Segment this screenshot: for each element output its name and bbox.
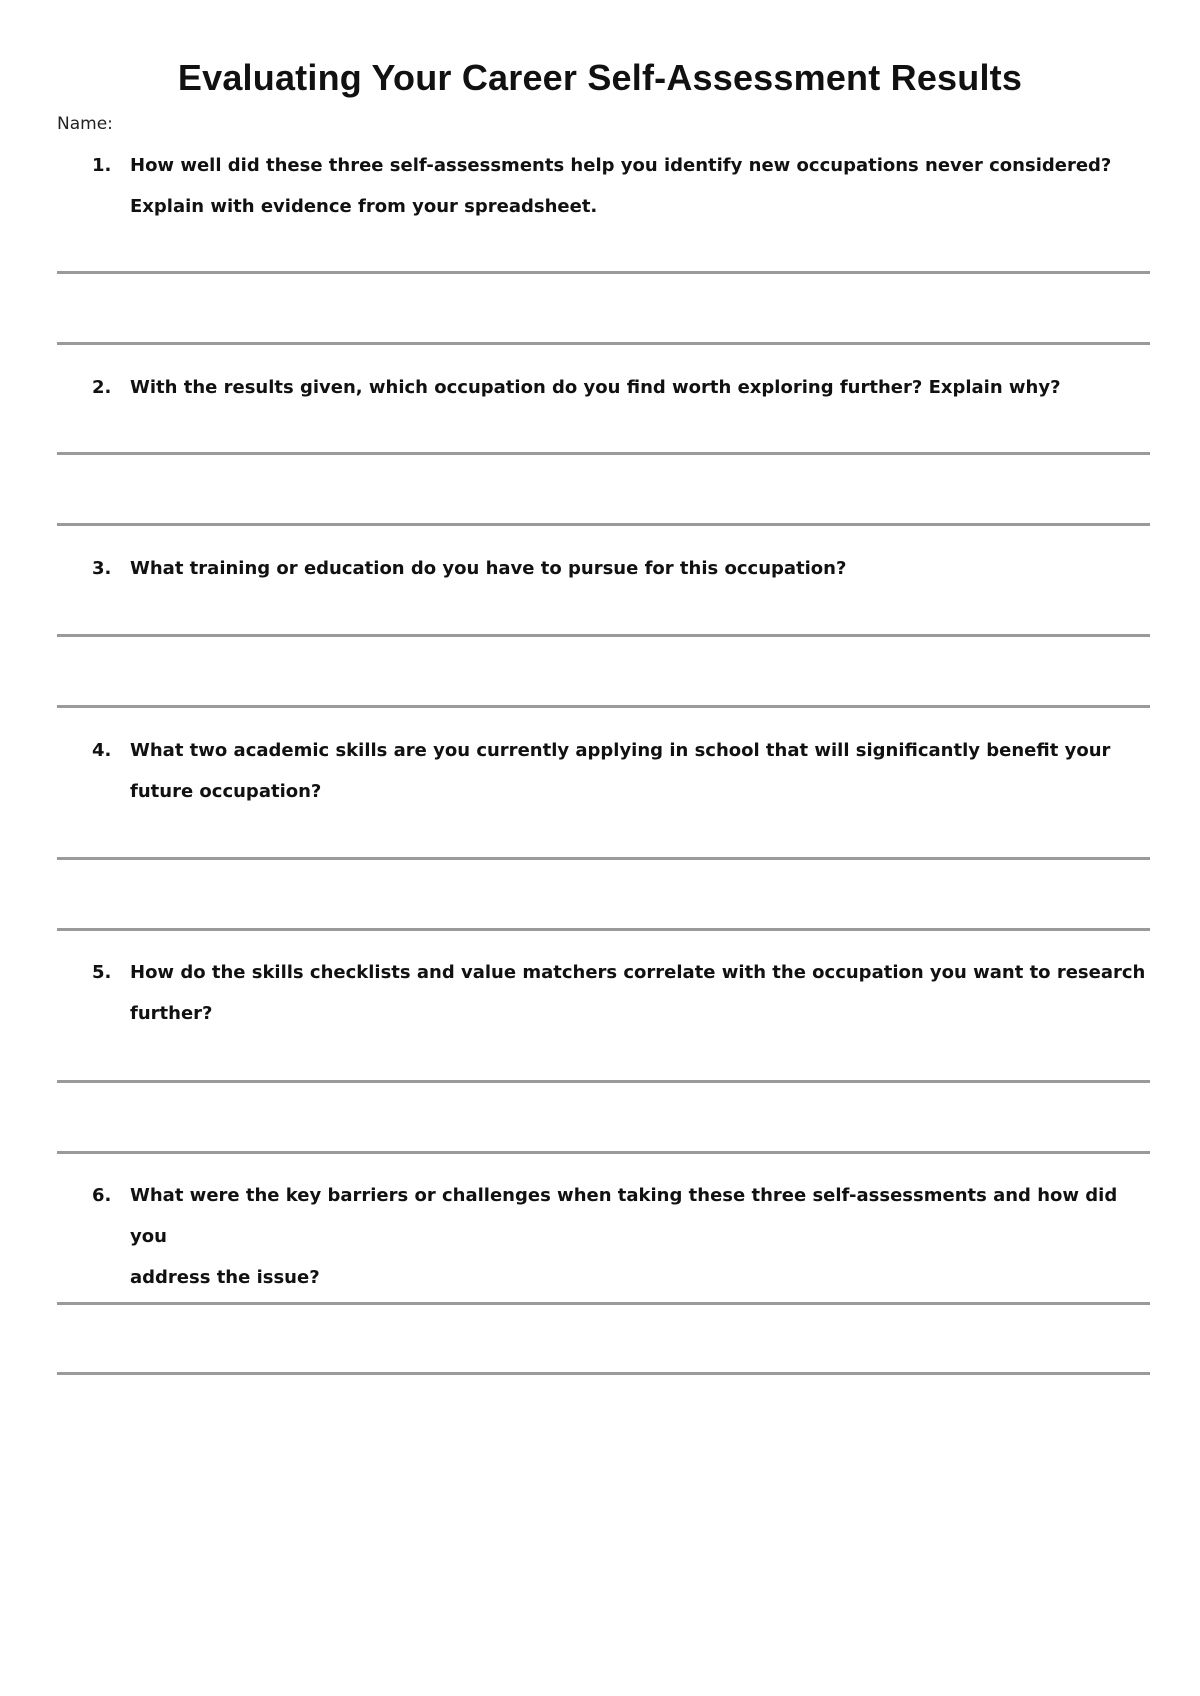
question-number: 4. [92,740,112,761]
answer-line[interactable] [57,705,1150,708]
name-label: Name: [57,114,113,134]
question-number: 1. [92,155,112,176]
question-text-line: How do the skills checklists and value matchers correlate with the occupation you want to research [130,962,1146,983]
question-text [130,145,1150,227]
answer-line[interactable] [57,452,1150,455]
question-text-line: What were the key barriers or challenges when taking these three self-assessments and how did you [130,1185,1118,1247]
answer-line[interactable] [57,928,1150,931]
question-text [130,548,1150,589]
question-text-line: further? [130,1003,213,1024]
question-text-line: Explain with evidence from your spreadsheet. [130,196,598,217]
question-text-line: address the issue? [130,1267,320,1288]
question-text-line: What two academic skills are you currently applying in school that will significantly benefit your [130,740,1111,761]
question-text [130,952,1150,1034]
question-number: 5. [92,962,112,983]
question-text [130,730,1150,812]
answer-line[interactable] [57,1151,1150,1154]
question-text [130,1175,1150,1298]
answer-line[interactable] [57,342,1150,345]
question-number: 2. [92,377,112,398]
answer-line[interactable] [57,634,1150,637]
page-title: Evaluating Your Career Self-Assessment Results [177,57,1023,98]
answer-line[interactable] [57,523,1150,526]
question-number: 6. [92,1185,112,1206]
answer-line[interactable] [57,1302,1150,1305]
question-text-line: future occupation? [130,781,322,802]
question-text [130,367,1150,408]
answer-line[interactable] [57,1080,1150,1083]
answer-line[interactable] [57,857,1150,860]
answer-line[interactable] [57,271,1150,274]
question-text-line: What training or education do you have to pursue for this occupation? [130,558,847,579]
question-text-line: With the results given, which occupation do you find worth exploring further? Explain why? [130,377,1061,398]
question-number: 3. [92,558,112,579]
answer-line[interactable] [57,1372,1150,1375]
question-text-line: How well did these three self-assessments help you identify new occupations never considered? [130,155,1112,176]
